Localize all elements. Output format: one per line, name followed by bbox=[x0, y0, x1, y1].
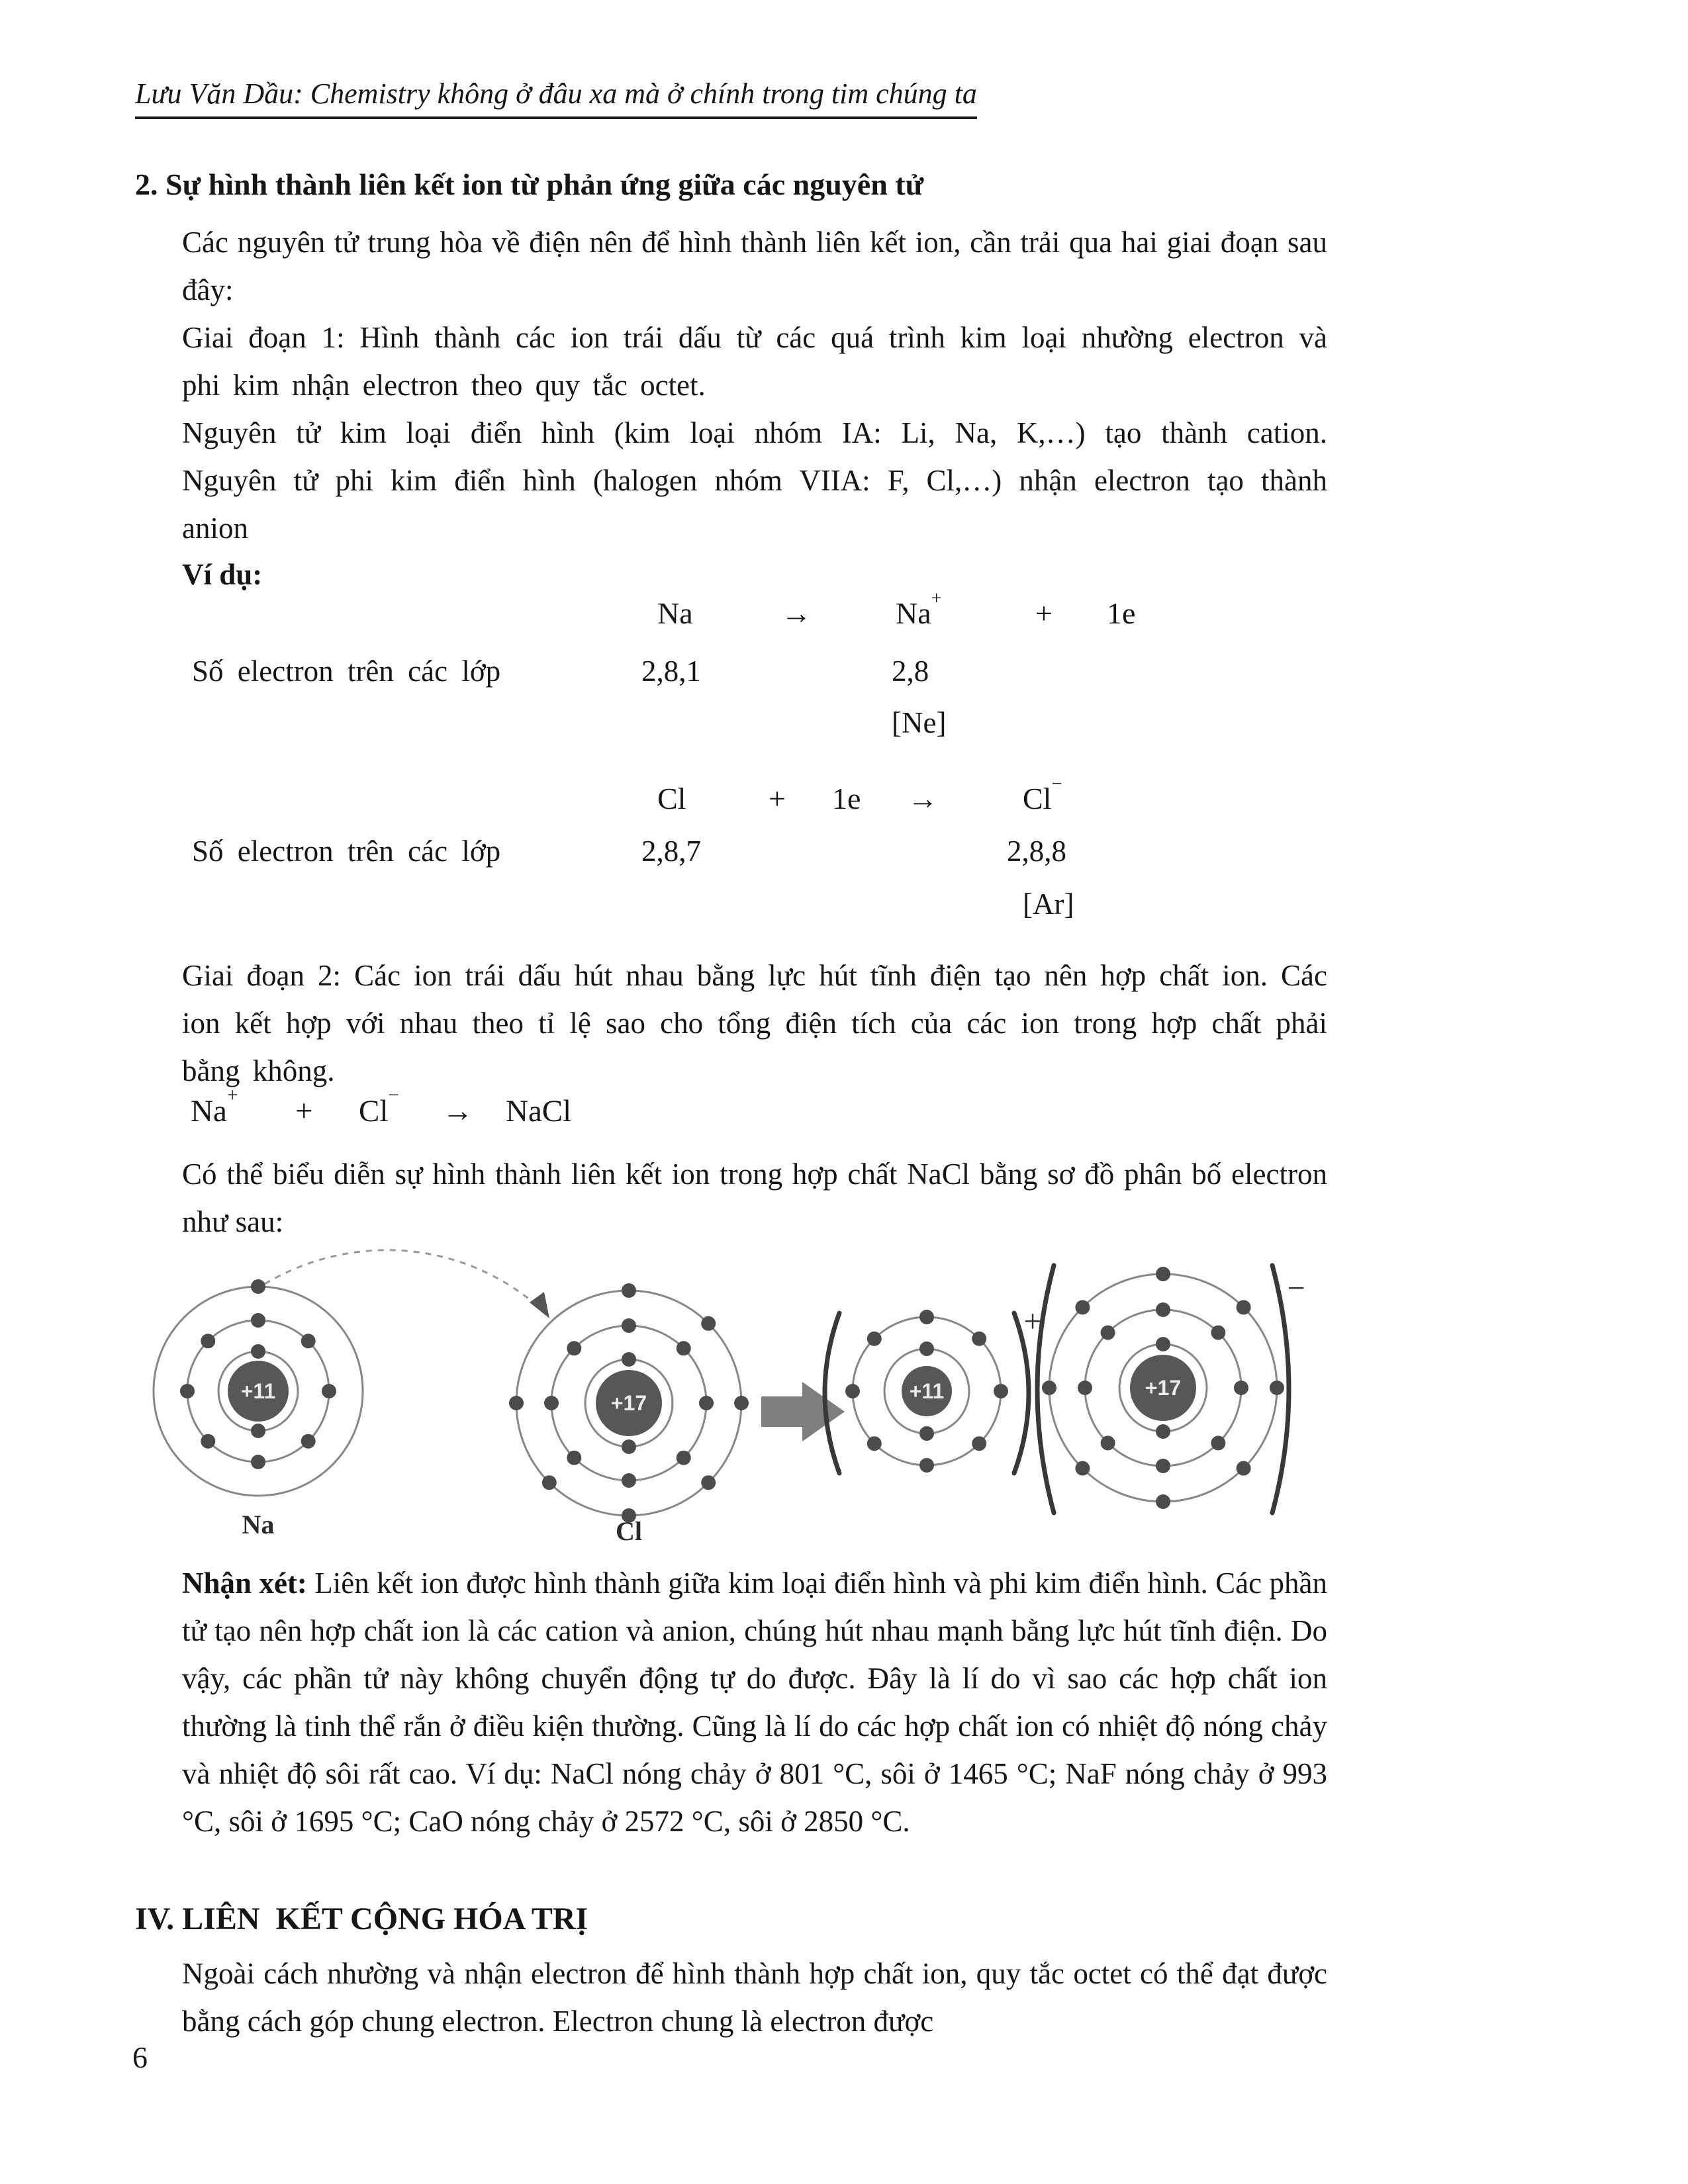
electron-transfer-arrowhead-icon bbox=[530, 1292, 549, 1318]
electron-dot bbox=[180, 1384, 195, 1398]
electron-dot bbox=[567, 1341, 581, 1355]
electron-dot bbox=[544, 1396, 559, 1410]
electron-dot bbox=[622, 1352, 636, 1367]
electron-dot bbox=[567, 1451, 581, 1465]
electron-dot bbox=[201, 1334, 215, 1348]
cl-ionization-equation bbox=[0, 773, 1688, 827]
nucleus-charge-label: +17 bbox=[1145, 1376, 1182, 1400]
electron-dot bbox=[699, 1396, 714, 1410]
species-cl-anion bbox=[359, 1085, 399, 1129]
electron-dot bbox=[1156, 1424, 1170, 1439]
na-shell-counts: 2,8,1 bbox=[641, 655, 701, 688]
electron-dot bbox=[845, 1384, 860, 1398]
na-ion-charge-label: + bbox=[1023, 1304, 1042, 1339]
na-atom-model bbox=[154, 1279, 363, 1496]
nucleus-charge-label: +11 bbox=[909, 1379, 945, 1403]
cl-config-row bbox=[0, 887, 1688, 933]
example-label: Ví dụ: bbox=[182, 558, 263, 591]
na-ionization-equation bbox=[0, 588, 1688, 642]
remark-label: Nhận xét: bbox=[182, 1567, 307, 1600]
arrow-right-icon: → bbox=[781, 596, 812, 630]
na-atom-label: Na bbox=[242, 1510, 275, 1539]
electron-dot bbox=[622, 1283, 636, 1298]
electron-dot bbox=[301, 1334, 316, 1348]
electron-dot bbox=[1237, 1300, 1251, 1314]
electron-dot bbox=[1234, 1381, 1248, 1395]
species-cl: Cl bbox=[657, 782, 686, 815]
electron-dot bbox=[622, 1318, 636, 1333]
na-cation-symbol: Na bbox=[896, 596, 931, 630]
cl-anion-symbol: Cl bbox=[1023, 782, 1052, 815]
electron-dot bbox=[251, 1455, 265, 1469]
cl-atom-model bbox=[509, 1283, 749, 1523]
cl-shell-counts: 2,8,7 bbox=[641, 835, 701, 868]
electron-dot bbox=[301, 1434, 316, 1449]
electron-dot bbox=[1078, 1381, 1092, 1395]
nucleus-charge-label: +11 bbox=[240, 1379, 276, 1403]
electron-dot bbox=[251, 1424, 265, 1438]
species-cl-anion bbox=[1023, 773, 1062, 816]
ne-configuration: [Ne] bbox=[892, 706, 947, 739]
cl-shell-count-row bbox=[0, 834, 1688, 880]
cl-atom-label: Cl bbox=[616, 1516, 642, 1546]
electron-dot bbox=[542, 1475, 557, 1490]
block-arrow-icon bbox=[761, 1382, 845, 1441]
electron-dot bbox=[251, 1279, 265, 1294]
running-header bbox=[135, 77, 977, 111]
na-cation-shell-counts: 2,8 bbox=[892, 655, 929, 688]
electron-transfer-diagram bbox=[0, 1232, 1688, 1550]
electron-dot bbox=[1156, 1337, 1170, 1351]
electron-dot bbox=[322, 1384, 336, 1398]
electron-dot bbox=[1211, 1326, 1225, 1340]
shell-count-label: Số electron trên các lớp bbox=[192, 655, 501, 688]
na-ion-model bbox=[845, 1310, 1008, 1473]
electron-dot bbox=[734, 1396, 749, 1410]
nucleus-charge-label: +17 bbox=[610, 1391, 647, 1415]
electron-dot bbox=[701, 1316, 716, 1331]
section-heading-covalent: IV. LIÊN KẾT CỘNG HÓA TRỊ bbox=[135, 1901, 588, 1936]
cl-anion-charge: − bbox=[388, 1085, 399, 1107]
species-na-cation bbox=[191, 1085, 238, 1129]
cl-anion-charge: − bbox=[1051, 773, 1062, 794]
species-na-cation bbox=[896, 588, 942, 631]
electron-dot bbox=[1101, 1435, 1115, 1450]
electron-dot bbox=[1156, 1302, 1170, 1317]
cl-ion-charge-label: − bbox=[1287, 1271, 1305, 1306]
paragraph-typical-elements: Nguyên tử kim loại điển hình (kim loại nhóm IA: Li, Na, K,…) tạo thành cation. Nguyên tử phi kim điển hình (halogen nhóm VIIA: F, Cl,…) nhận electron tạo thành anion bbox=[182, 416, 1327, 545]
electron-dot bbox=[622, 1473, 636, 1488]
na-ion-left-bracket bbox=[825, 1313, 839, 1473]
remark-text: Liên kết ion được hình thành giữa kim loại điển hình và phi kim điển hình. Các phần tử tạo nên hợp chất ion là các cation và anion, chúng hút nhau mạnh bằng lực hút tĩnh điện. Do vậy, các phần tử này không chuyển động tự do được. Đây là lí do vì sao các hợp chất ion thường là tinh thể rắn ở điều kiện thường. Cũng là lí do các hợp chất ion có nhiệt độ nóng chảy và nhiệt độ sôi rất cao. Ví dụ: NaCl nóng chảy ở 801 °C, sôi ở 1465 °C; NaF nóng chảy ở 993 °C, sôi ở 1695 °C; CaO nóng chảy ở 2572 °C, sôi ở 2850 °C. bbox=[182, 1567, 1327, 1838]
electron-dot bbox=[1075, 1461, 1090, 1476]
paragraph-remark bbox=[182, 1559, 1327, 1845]
electron-dot bbox=[201, 1434, 215, 1449]
electron-dot bbox=[919, 1458, 934, 1473]
electron-dot bbox=[251, 1344, 265, 1359]
electron-dot bbox=[701, 1475, 716, 1490]
na-cation-charge: + bbox=[226, 1085, 238, 1107]
electron-transfer-arrow bbox=[265, 1250, 543, 1310]
electron-dot bbox=[622, 1439, 636, 1454]
electron-dot bbox=[251, 1313, 265, 1328]
page-number: 6 bbox=[132, 2040, 148, 2074]
paragraph-scheme-intro: Có thể biểu diễn sự hình thành liên kết ion trong hợp chất NaCl bằng sơ đồ phân bố electron như sau: bbox=[182, 1158, 1327, 1238]
electron-dot bbox=[677, 1341, 691, 1355]
electron-dot bbox=[972, 1332, 986, 1346]
paragraph-intro: Các nguyên tử trung hòa về điện nên để hình thành liên kết ion, cần trải qua hai giai đoạn sau đây: bbox=[182, 226, 1327, 306]
electron-dot bbox=[1075, 1300, 1090, 1314]
species-na: Na bbox=[657, 596, 693, 630]
running-header-text: Lưu Văn Dầu: Chemistry không ở đâu xa mà ở chính trong tim chúng ta bbox=[135, 77, 977, 119]
electron-dot bbox=[1156, 1494, 1170, 1509]
na-shell-count-row bbox=[0, 654, 1688, 700]
section-heading-ion-formation: 2. Sự hình thành liên kết ion từ phản ứng giữa các nguyên tử bbox=[135, 167, 924, 201]
electron-dot bbox=[867, 1436, 882, 1451]
ar-configuration: [Ar] bbox=[1023, 887, 1074, 921]
na-cation-charge: + bbox=[931, 588, 942, 609]
electron-dot bbox=[919, 1426, 934, 1441]
cl-anion-shell-counts: 2,8,8 bbox=[1007, 835, 1066, 868]
cl-ion-model bbox=[1042, 1267, 1284, 1509]
arrow-right-icon: → bbox=[442, 1094, 473, 1128]
electron-dot bbox=[1156, 1267, 1170, 1281]
plus-sign: + bbox=[295, 1094, 313, 1128]
electron-dot bbox=[509, 1396, 524, 1410]
electron-dot bbox=[919, 1342, 934, 1356]
nacl-combination-equation bbox=[0, 1085, 1688, 1140]
arrow-right-icon: → bbox=[908, 782, 938, 815]
paragraph-stage2: Giai đoạn 2: Các ion trái dấu hút nhau bằng lực hút tĩnh điện tạo nên hợp chất ion. Các ion kết hợp với nhau theo tỉ lệ sao cho tổng điện tích của các ion trong hợp chất phải bằng không. bbox=[182, 959, 1327, 1087]
electron-dot bbox=[1211, 1435, 1225, 1450]
electron-dot bbox=[1237, 1461, 1251, 1476]
electron-term: 1e bbox=[1107, 596, 1136, 630]
electron-term: 1e bbox=[832, 782, 861, 815]
na-cation-symbol: Na bbox=[191, 1094, 227, 1128]
shell-count-label: Số electron trên các lớp bbox=[192, 835, 501, 868]
electron-dot bbox=[994, 1384, 1008, 1398]
paragraph-covalent-intro: Ngoài cách nhường và nhận electron để hình thành hợp chất ion, quy tắc octet có thể đạt được bằng cách góp chung electron. Electron chung là electron được bbox=[182, 1957, 1327, 2038]
electron-dot bbox=[919, 1310, 934, 1324]
cl-anion-symbol: Cl bbox=[359, 1094, 389, 1128]
na-config-row bbox=[0, 705, 1688, 752]
plus-sign: + bbox=[1035, 596, 1053, 630]
plus-sign: + bbox=[769, 782, 786, 815]
species-nacl: NaCl bbox=[506, 1094, 572, 1128]
electron-dot bbox=[972, 1436, 986, 1451]
electron-dot bbox=[1270, 1381, 1284, 1395]
electron-dot bbox=[1156, 1459, 1170, 1473]
paragraph-stage1: Giai đoạn 1: Hình thành các ion trái dấu từ các quá trình kim loại nhường electron và phi kim nhận electron theo quy tắc octet. bbox=[182, 321, 1327, 402]
electron-dot bbox=[867, 1332, 882, 1346]
electron-dot bbox=[677, 1451, 691, 1465]
electron-dot bbox=[1042, 1381, 1056, 1395]
electron-dot bbox=[1101, 1326, 1115, 1340]
